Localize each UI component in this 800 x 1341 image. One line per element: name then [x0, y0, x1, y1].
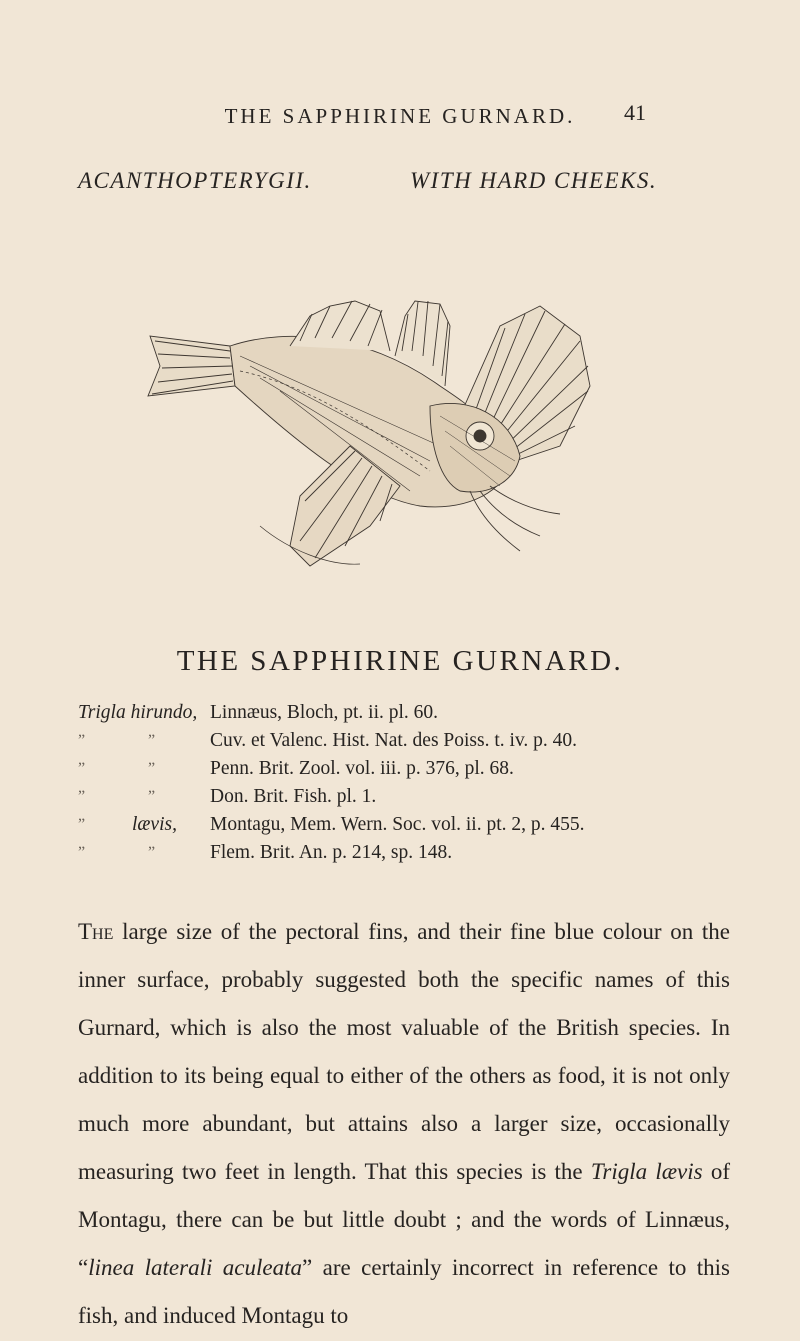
synonym-line — [78, 758, 738, 782]
synonym-reference: Montagu, Mem. Wern. Soc. vol. ii. pt. 2, p. 455. — [210, 814, 585, 835]
synonym-reference: Don. Brit. Fish. pl. 1. — [210, 786, 377, 807]
body-italic: Trigla lævis — [590, 1159, 703, 1184]
ditto-mark: ” — [148, 788, 156, 805]
ditto-mark: ” — [78, 844, 86, 861]
ditto-mark: ” — [148, 844, 156, 861]
synonym-reference: Linnæus, Bloch, pt. ii. pl. 60. — [210, 702, 439, 723]
synonym-line — [78, 730, 738, 754]
synonym-reference: Cuv. et Valenc. Hist. Nat. des Poiss. t. iv. p. 40. — [210, 730, 578, 751]
section-heading-left: ACANTHOPTERYGII. — [78, 168, 312, 193]
gurnard-engraving-illustration — [140, 296, 610, 586]
synonym-line — [78, 702, 738, 726]
genus-name: Trigla hirundo, — [78, 702, 198, 723]
species-title: THE SAPPHIRINE GURNARD. — [176, 645, 624, 677]
synonym-line — [78, 786, 738, 810]
body-text-part: of Montagu, there can be but little doubt ; and the words of Linnæus, “ — [78, 1159, 730, 1280]
synonym-line — [78, 814, 738, 838]
tail-fin — [148, 336, 235, 396]
body-text-part: ” are certainly incorrect in reference to this fish, and induced Montagu to — [78, 1255, 731, 1328]
section-heading-right: WITH HARD CHEEKS. — [410, 168, 658, 193]
dropcap-word: The — [78, 919, 114, 944]
body-italic: linea laterali aculeata — [88, 1255, 302, 1280]
synonym-line — [78, 842, 738, 866]
ditto-mark: ” — [78, 732, 86, 749]
page-number: 41 — [624, 100, 646, 125]
ditto-mark: ” — [78, 816, 86, 833]
body-text-part: large size of the pectoral fins, and their fine blue colour on the inner surface, probably suggested both the specific names of this Gurnard, which is also the most valuable of the British species. In addition to its being equal to either of the others as food, it is not only much more abundant, but attains also a larger size, occasionally measuring two feet in length. That this species is the — [78, 919, 730, 1184]
ditto-mark: ” — [148, 760, 156, 777]
species-epithet: lævis, — [132, 814, 177, 835]
ditto-mark: ” — [148, 732, 156, 749]
ditto-mark: ” — [78, 760, 86, 777]
ditto-mark: ” — [78, 788, 86, 805]
body-paragraph — [78, 908, 730, 1340]
synonym-reference: Penn. Brit. Zool. vol. iii. p. 376, pl. 68. — [210, 758, 514, 779]
running-head: THE SAPPHIRINE GURNARD. — [224, 104, 576, 128]
synonym-reference: Flem. Brit. An. p. 214, sp. 148. — [210, 842, 453, 863]
